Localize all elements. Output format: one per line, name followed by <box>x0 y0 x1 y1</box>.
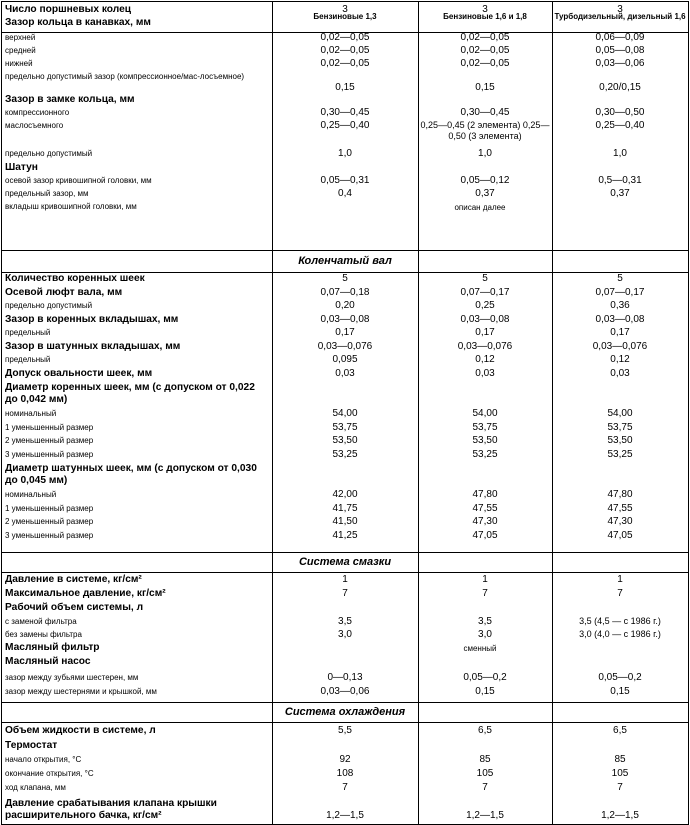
row-value: 0,05—0,2 <box>598 672 642 683</box>
row-value: 0,03—0,08 <box>595 314 645 325</box>
row-value: 1,0 <box>478 148 492 159</box>
row-value: 0,07—0,18 <box>320 287 370 298</box>
row-value: 41,50 <box>332 516 358 527</box>
row-value: 105 <box>476 768 494 779</box>
row-label: Осевой люфт вала, мм <box>5 287 123 298</box>
row-value: 0,25—0,45 (2 элемента) 0,25—0,50 (3 элемента) <box>420 120 550 141</box>
row-value: 53,50 <box>332 435 358 446</box>
row-value: 7 <box>342 782 348 793</box>
row-value: 7 <box>617 782 623 793</box>
row-value: 53,75 <box>472 422 498 433</box>
row-value: 0,4 <box>338 188 352 199</box>
row-value: 53,50 <box>472 435 498 446</box>
row-value: 1 <box>342 574 348 585</box>
row-label: Зазор кольца в канавках, мм <box>5 17 151 28</box>
row-label: средней <box>5 46 36 55</box>
row-value: 0,07—0,17 <box>595 287 645 298</box>
row-label: предельный зазор, мм <box>5 189 89 198</box>
row-value: 53,75 <box>607 422 633 433</box>
row-value: 3,0 <box>478 629 492 640</box>
row-value-all-columns: сменный <box>463 644 497 653</box>
row-label: Диаметр шатунных шеек, мм (с допуском от 0,030 до 0,045 мм) <box>5 463 257 486</box>
row-label: Максимальное давление, кг/см² <box>5 588 166 599</box>
row-value: 1 <box>617 574 623 585</box>
row-label: осевой зазор кривошипной головки, мм <box>5 176 152 185</box>
row-value: 0,07—0,17 <box>460 287 510 298</box>
row-value: 53,25 <box>332 449 358 460</box>
row-label: 3 уменьшенный размер <box>5 531 94 540</box>
row-value: 47,55 <box>472 503 498 514</box>
row-value: 47,30 <box>472 516 498 527</box>
row-value: 53,25 <box>472 449 498 460</box>
row-value: 0,05—0,2 <box>463 672 507 683</box>
row-label: 2 уменьшенный размер <box>5 436 94 445</box>
row-value: 54,00 <box>607 408 633 419</box>
row-value: 0,05—0,08 <box>595 45 645 56</box>
row-value: 1,0 <box>613 148 627 159</box>
row-value: 0,03—0,08 <box>460 314 510 325</box>
row-value: 1,2—1,5 <box>466 810 504 821</box>
row-value: 0,15 <box>475 82 495 93</box>
row-value: 0,17 <box>475 327 495 338</box>
row-value: 7 <box>482 782 488 793</box>
row-value: 0—0,13 <box>327 672 363 683</box>
row-value: 0,30—0,45 <box>320 107 370 118</box>
row-label: предельно допустимый зазор (компрессионное/мас-лосъемное) <box>5 72 245 81</box>
row-label: Масляный насос <box>5 656 91 667</box>
row-value-all-columns: описан далее <box>454 203 506 212</box>
row-value: 5 <box>342 273 348 284</box>
row-value: 0,03 <box>610 368 630 379</box>
row-value: 85 <box>479 754 491 765</box>
row-value: 0,03—0,08 <box>320 314 370 325</box>
row-value: 0,02—0,05 <box>460 45 510 56</box>
section-title-lubrication: Система смазки <box>298 556 392 568</box>
row-value: 53,50 <box>607 435 633 446</box>
row-value: 0,25—0,40 <box>320 120 370 131</box>
row-label: верхней <box>5 33 36 42</box>
row-value: 105 <box>611 768 629 779</box>
row-value: 0,37 <box>610 188 630 199</box>
row-value: 0,30—0,45 <box>460 107 510 118</box>
row-value: 7 <box>617 588 623 599</box>
row-value: 0,5—0,31 <box>598 175 642 186</box>
row-value: 0,05—0,31 <box>320 175 370 186</box>
row-value: 0,15 <box>335 82 355 93</box>
row-label: Количество коренных шеек <box>5 273 145 284</box>
row-label: предельный <box>5 355 51 364</box>
row-label: с заменой фильтра <box>5 617 77 626</box>
specs-table <box>1 1 689 825</box>
row-value: 1,0 <box>338 148 352 159</box>
row-value: 3 <box>482 4 488 15</box>
row-value: 0,02—0,05 <box>320 58 370 69</box>
row-value: 1,2—1,5 <box>601 810 639 821</box>
row-label: Рабочий объем системы, л <box>5 602 144 613</box>
row-label: Шатун <box>5 162 38 173</box>
row-value: 0,17 <box>610 327 630 338</box>
row-label: 2 уменьшенный размер <box>5 517 94 526</box>
row-value: 0,03 <box>335 368 355 379</box>
row-value: 1,2—1,5 <box>326 810 364 821</box>
row-value: 0,095 <box>332 354 358 365</box>
row-value: 3,5 <box>478 616 492 627</box>
column-header-petrol-1-3: Бензиновые 1,3 <box>313 12 377 22</box>
row-label: Число поршневых колец <box>5 4 132 15</box>
row-value: 0,06—0,09 <box>595 32 645 43</box>
row-value: 47,80 <box>472 489 498 500</box>
row-value: 5 <box>617 273 623 284</box>
row-label: Давление в системе, кг/см² <box>5 574 142 585</box>
row-value: 47,55 <box>607 503 633 514</box>
row-value: 0,25 <box>475 300 495 311</box>
row-label: маслосъемного <box>5 121 64 130</box>
row-value: 5 <box>482 273 488 284</box>
row-label: предельный <box>5 328 51 337</box>
row-label: предельно допустимый <box>5 301 93 310</box>
row-value: 3,5 (4,5 — с 1986 г.) <box>579 616 661 626</box>
row-value: 0,25—0,40 <box>595 120 645 131</box>
row-value: 5,5 <box>338 725 352 736</box>
row-value: 0,12 <box>610 354 630 365</box>
row-divider <box>2 572 688 573</box>
row-value: 0,17 <box>335 327 355 338</box>
row-value: 7 <box>482 588 488 599</box>
row-value: 0,02—0,05 <box>460 32 510 43</box>
row-value: 6,5 <box>613 725 627 736</box>
row-value: 0,30—0,50 <box>595 107 645 118</box>
row-value: 0,05—0,12 <box>460 175 510 186</box>
row-label: номинальный <box>5 409 57 418</box>
row-label: Термостат <box>5 740 58 751</box>
row-value: 54,00 <box>472 408 498 419</box>
row-value: 0,03 <box>475 368 495 379</box>
row-value: 0,02—0,05 <box>320 32 370 43</box>
row-label: без замены фильтра <box>5 630 82 639</box>
row-value: 92 <box>339 754 351 765</box>
row-label: начало открытия, °С <box>5 755 82 764</box>
column-header-diesel: Турбодизельный, дизельный 1,6 <box>554 12 686 22</box>
row-value: 3,5 <box>338 616 352 627</box>
row-value: 0,20/0,15 <box>599 82 641 93</box>
row-value: 0,02—0,05 <box>460 58 510 69</box>
row-value: 108 <box>336 768 354 779</box>
row-value: 53,25 <box>607 449 633 460</box>
row-value: 47,05 <box>607 530 633 541</box>
row-label: 1 уменьшенный размер <box>5 504 94 513</box>
row-label: компрессионного <box>5 108 70 117</box>
row-value: 3 <box>342 4 348 15</box>
row-value: 6,5 <box>478 725 492 736</box>
row-label: Допуск овальности шеек, мм <box>5 368 153 379</box>
row-value: 41,75 <box>332 503 358 514</box>
row-value: 0,15 <box>610 686 630 697</box>
row-value: 47,80 <box>607 489 633 500</box>
row-divider <box>2 722 688 723</box>
row-value: 7 <box>342 588 348 599</box>
row-value: 0,03—0,076 <box>592 341 648 352</box>
row-value: 0,03—0,076 <box>317 341 373 352</box>
row-value: 0,02—0,05 <box>320 45 370 56</box>
row-label: окончание открытия, °С <box>5 769 94 778</box>
row-label: Зазор в шатунных вкладышах, мм <box>5 341 181 352</box>
row-value: 47,05 <box>472 530 498 541</box>
row-value: 41,25 <box>332 530 358 541</box>
row-label: ход клапана, мм <box>5 783 66 792</box>
row-value: 0,36 <box>610 300 630 311</box>
row-label: Масляный фильтр <box>5 642 100 653</box>
row-value: 0,15 <box>475 686 495 697</box>
row-value: 85 <box>614 754 626 765</box>
row-label: Зазор в коренных вкладышах, мм <box>5 314 179 325</box>
column-header-petrol-1-6-1-8: Бензиновые 1,6 и 1,8 <box>443 12 527 22</box>
row-label: номинальный <box>5 490 57 499</box>
row-label: предельно допустимый <box>5 149 93 158</box>
row-value: 3,0 <box>338 629 352 640</box>
row-value: 3 <box>617 4 623 15</box>
row-label: 3 уменьшенный размер <box>5 450 94 459</box>
row-label: зазор между шестернями и крышкой, мм <box>5 687 157 696</box>
row-value: 47,30 <box>607 516 633 527</box>
row-label: вкладыш кривошипной головки, мм <box>5 202 137 211</box>
row-label: Диаметр коренных шеек, мм (с допуском от 0,022 до 0,042 мм) <box>5 382 255 405</box>
row-value: 0,12 <box>475 354 495 365</box>
row-label: Зазор в замке кольца, мм <box>5 94 135 105</box>
row-value: 1 <box>482 574 488 585</box>
row-label: зазор между зубьями шестерен, мм <box>5 673 139 682</box>
row-label: 1 уменьшенный размер <box>5 423 94 432</box>
row-label: Давление срабатывания клапана крышки расширительного бачка, кг/см² <box>5 798 217 821</box>
section-title-crankshaft: Коленчатый вал <box>298 255 392 267</box>
row-value: 42,00 <box>332 489 358 500</box>
row-value: 0,03—0,06 <box>595 58 645 69</box>
row-value: 0,03—0,076 <box>457 341 513 352</box>
section-title-cooling: Система охлаждения <box>284 706 406 718</box>
row-value: 3,0 (4,0 — с 1986 г.) <box>579 629 661 639</box>
row-value: 0,03—0,06 <box>320 686 370 697</box>
row-label: нижней <box>5 59 33 68</box>
row-value: 0,37 <box>475 188 495 199</box>
row-value: 0,20 <box>335 300 355 311</box>
row-value: 54,00 <box>332 408 358 419</box>
row-value: 53,75 <box>332 422 358 433</box>
row-label: Объем жидкости в системе, л <box>5 725 156 736</box>
